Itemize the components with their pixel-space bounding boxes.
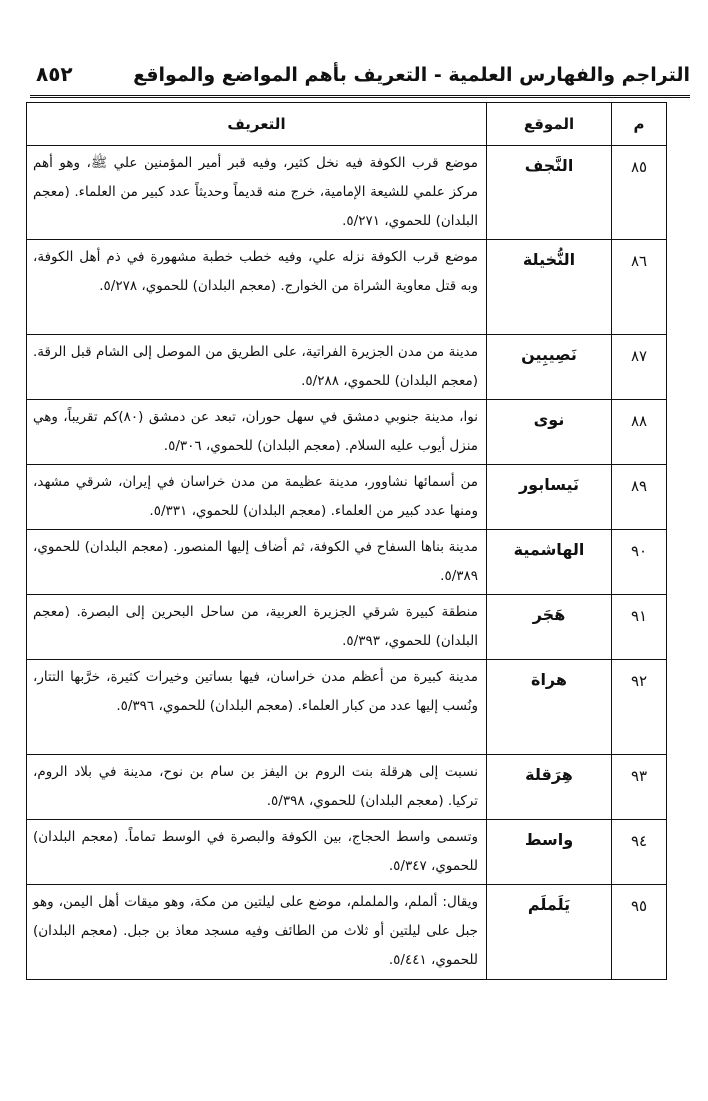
table-row <box>27 335 667 400</box>
table-row <box>27 240 667 335</box>
row-number: ٩٣ <box>612 755 667 820</box>
location-name: هِرَقلة <box>487 755 612 820</box>
table-row <box>27 820 667 885</box>
location-name: الهاشمية <box>487 530 612 595</box>
table-row <box>27 400 667 465</box>
column-header-definition: التعريف <box>27 103 487 146</box>
location-definition: موضع قرب الكوفة نزله علي، وفيه خطب خطبة مشهورة في ذم أهل الكوفة، وبه قتل معاوية الشراة من الخوارج. (معجم البلدان) للحموي، ٥/٢٧٨. <box>27 240 487 335</box>
location-definition: مدينة من مدن الجزيرة الفراتية، على الطريق من الموصل إلى الشام قبل الرقة. (معجم البلدان) للحموي، ٥/٢٨٨. <box>27 335 487 400</box>
location-definition: من أسمائها نشاوور، مدينة عظيمة من مدن خراسان في إيران، شرقي مشهد، ومنها عدد كبير من العلماء. (معجم البلدان) للحموي، ٥/٣٣١. <box>27 465 487 530</box>
header-rule <box>30 95 690 98</box>
location-definition: منطقة كبيرة شرقي الجزيرة العربية، من ساحل البحرين إلى البصرة. (معجم البلدان) للحموي، ٥/٣٩٣. <box>27 595 487 660</box>
page-number: ٨٥٢ <box>36 62 73 86</box>
location-name: نوى <box>487 400 612 465</box>
location-definition: نسبت إلى هرقلة بنت الروم بن اليفز بن سام بن نوح، مدينة في بلاد الروم، تركيا. (معجم البلدان) للحموي، ٥/٣٩٨. <box>27 755 487 820</box>
location-name: هَجَر <box>487 595 612 660</box>
column-header-location: الموقع <box>487 103 612 146</box>
row-number: ٨٥ <box>612 146 667 240</box>
row-number: ٨٧ <box>612 335 667 400</box>
location-name: نَيسابور <box>487 465 612 530</box>
table-row <box>27 530 667 595</box>
table-row <box>27 595 667 660</box>
table-row <box>27 465 667 530</box>
row-number: ٨٩ <box>612 465 667 530</box>
row-number: ٨٨ <box>612 400 667 465</box>
page-header <box>28 58 692 92</box>
row-number: ٩٢ <box>612 660 667 755</box>
location-definition: مدينة كبيرة من أعظم مدن خراسان، فيها بساتين وخيرات كثيرة، خرَّبها التتار، ونُسب إليها عدد من كبار العلماء. (معجم البلدان) للحموي، ٥/٣٩٦. <box>27 660 487 755</box>
table-row <box>27 146 667 240</box>
table-row <box>27 755 667 820</box>
location-definition: ويقال: ألملم، والململم، موضع على ليلتين من مكة، وهو ميقات أهل اليمن، وهو جبل على ليلتين أو ثلاث من الطائف وفيه مسجد معاذ بن جبل. (معجم البلدان) للحموي، ٥/٤٤١. <box>27 885 487 980</box>
location-name: نَصِيبِين <box>487 335 612 400</box>
location-definition: موضع قرب الكوفة فيه نخل كثير، وفيه قبر أمير المؤمنين علي ﷺ، وهو أهم مركز علمي للشيعة الإمامية، خرج منه قديماً وحديثاً عدد كبير من العلماء. (معجم البلدان) للحموي، ٥/٢٧١. <box>27 146 487 240</box>
location-name: النَّجف <box>487 146 612 240</box>
location-name: النُّخيلة <box>487 240 612 335</box>
running-title: التراجم والفهارس العلمية - التعريف بأهم المواضع والمواقع <box>133 64 690 86</box>
row-number: ٨٦ <box>612 240 667 335</box>
column-header-number: م <box>612 103 667 146</box>
location-name: هراة <box>487 660 612 755</box>
row-number: ٩٤ <box>612 820 667 885</box>
places-table <box>26 102 667 980</box>
table-row <box>27 660 667 755</box>
table-header-row <box>27 103 667 146</box>
location-definition: وتسمى واسط الحجاج، بين الكوفة والبصرة في الوسط تماماً. (معجم البلدان) للحموي، ٥/٣٤٧. <box>27 820 487 885</box>
row-number: ٩٠ <box>612 530 667 595</box>
location-definition: مدينة بناها السفاح في الكوفة، ثم أضاف إليها المنصور. (معجم البلدان) للحموي، ٥/٣٨٩. <box>27 530 487 595</box>
table-row <box>27 885 667 980</box>
location-name: يَلَملَم <box>487 885 612 980</box>
row-number: ٩٥ <box>612 885 667 980</box>
row-number: ٩١ <box>612 595 667 660</box>
location-name: واسط <box>487 820 612 885</box>
location-definition: نوا، مدينة جنوبي دمشق في سهل حوران، تبعد عن دمشق (٨٠)كم تقريباً، وهي منزل أيوب عليه السلام. (معجم البلدان) للحموي، ٥/٣٠٦. <box>27 400 487 465</box>
